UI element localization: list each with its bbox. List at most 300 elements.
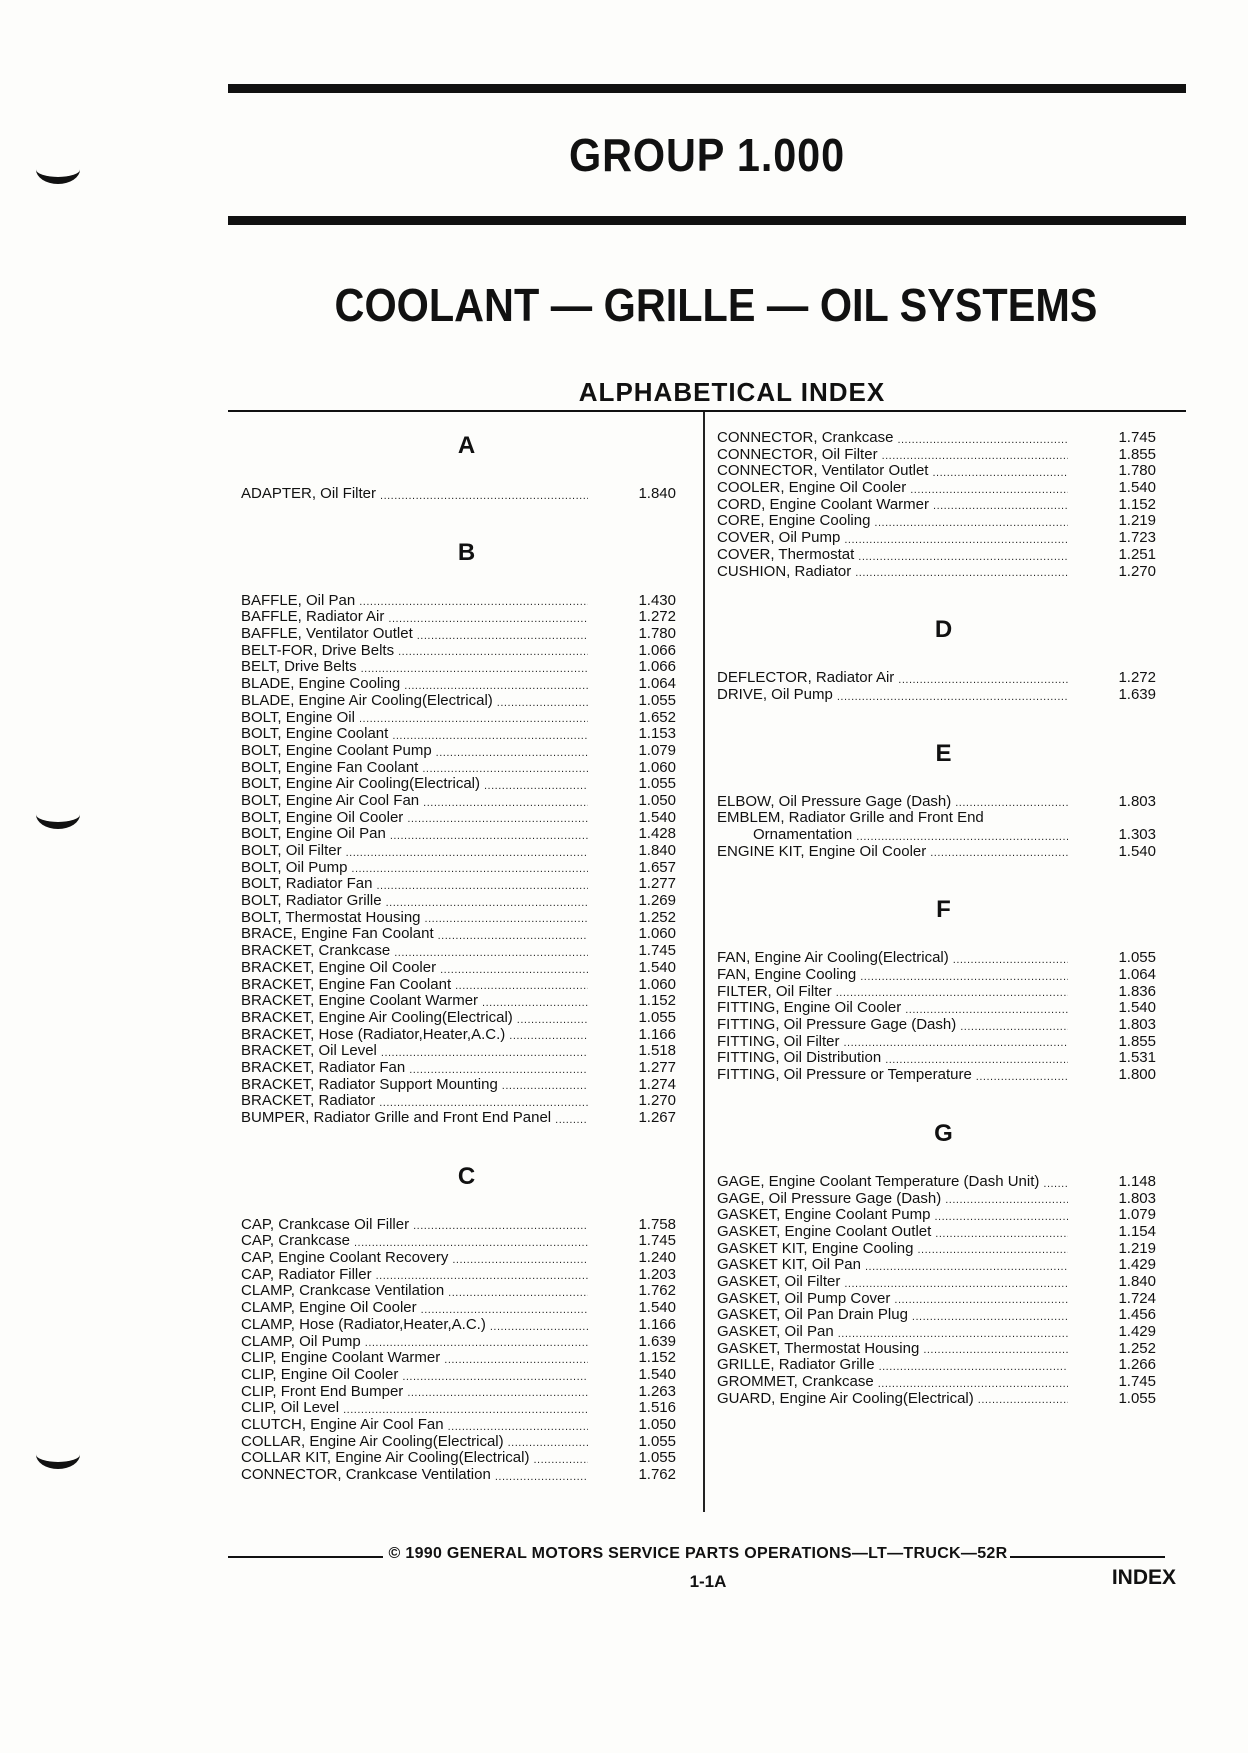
entry-page-ref: 1.855 xyxy=(1118,1032,1156,1050)
dot-leader xyxy=(448,1286,588,1300)
entry-name: CLIP, Oil Level xyxy=(241,1400,340,1417)
entry-name-wrap xyxy=(241,593,592,610)
entry-page-ref: 1.055 xyxy=(638,1008,676,1026)
entry-name-wrap xyxy=(717,1391,1072,1408)
index-entry xyxy=(717,1391,1170,1408)
dot-leader xyxy=(484,779,588,793)
index-entry xyxy=(241,726,692,743)
section-gap xyxy=(717,704,1170,738)
index-entry xyxy=(241,1450,692,1467)
entry-name: CORD, Engine Coolant Warmer xyxy=(717,496,930,513)
index-entry xyxy=(241,1367,692,1384)
entry-name-wrap xyxy=(241,760,592,777)
entry-name-wrap xyxy=(241,1077,592,1094)
entry-name: BRACKET, Engine Oil Cooler xyxy=(241,959,437,976)
footer-page-number: 1-1A xyxy=(689,1572,727,1591)
entry-name: CLAMP, Engine Oil Cooler xyxy=(241,1300,417,1317)
dot-leader xyxy=(933,499,1068,513)
entry-page-ref: 1.154 xyxy=(1118,1222,1156,1240)
entry-name: CAP, Engine Coolant Recovery xyxy=(241,1250,449,1267)
index-entry xyxy=(717,1307,1170,1324)
index-entry xyxy=(241,893,692,910)
entry-name: BRACKET, Engine Coolant Warmer xyxy=(241,993,479,1010)
dot-leader xyxy=(490,1320,588,1334)
index-entry xyxy=(241,960,692,977)
index-entry xyxy=(717,1274,1170,1291)
entry-name-wrap xyxy=(717,1291,1072,1308)
dot-leader xyxy=(407,1386,588,1400)
index-entry xyxy=(717,463,1170,480)
dot-leader xyxy=(910,483,1068,497)
entry-name-wrap xyxy=(717,967,1072,984)
entry-name-wrap xyxy=(717,844,1072,861)
dot-leader xyxy=(409,1063,588,1077)
entry-page-ref: 1.252 xyxy=(1118,1339,1156,1357)
index-column-right xyxy=(717,430,1170,1407)
section-gap xyxy=(717,580,1170,614)
dot-leader xyxy=(533,1453,588,1467)
entry-name: GASKET KIT, Oil Pan xyxy=(717,1257,861,1274)
entry-name-wrap xyxy=(241,776,592,793)
entry-name: EMBLEM, Radiator Grille and Front End xyxy=(717,810,984,827)
entry-page-ref: 1.240 xyxy=(638,1249,676,1267)
entry-name-wrap xyxy=(717,1324,1072,1341)
entry-name: BOLT, Radiator Grille xyxy=(241,893,382,910)
index-entry xyxy=(717,1374,1170,1391)
dot-leader xyxy=(838,1327,1068,1341)
entry-name-wrap xyxy=(241,1250,592,1267)
entry-name: COVER, Thermostat xyxy=(717,546,855,563)
entry-name: BOLT, Oil Filter xyxy=(241,843,342,859)
entry-page-ref: 1.762 xyxy=(638,1466,676,1483)
dot-leader xyxy=(407,812,588,826)
entry-page-ref: 1.652 xyxy=(638,708,676,726)
index-entry xyxy=(241,876,692,893)
index-entry xyxy=(241,1250,692,1267)
index-entry xyxy=(717,530,1170,547)
index-entry xyxy=(241,593,692,610)
dot-leader xyxy=(879,1360,1068,1374)
index-entry xyxy=(241,977,692,994)
entry-name-wrap xyxy=(241,1417,592,1434)
entry-name-wrap xyxy=(241,810,592,827)
entry-name-wrap xyxy=(717,670,1072,687)
entry-name: BRACE, Engine Fan Coolant xyxy=(241,926,434,943)
entry-name: BOLT, Radiator Fan xyxy=(241,876,373,893)
entry-name: CLIP, Front End Bumper xyxy=(241,1383,404,1400)
section-gap xyxy=(717,1084,1170,1118)
dot-leader xyxy=(482,996,588,1010)
dot-leader xyxy=(844,1277,1068,1291)
entry-name: GAGE, Oil Pressure Gage (Dash) xyxy=(717,1190,942,1207)
entry-page-ref: 1.516 xyxy=(638,1399,676,1417)
entry-name-wrap xyxy=(717,463,1072,480)
dot-leader xyxy=(882,449,1068,463)
entry-name-wrap xyxy=(241,843,592,860)
dot-leader xyxy=(413,1219,588,1233)
entry-name: GASKET KIT, Engine Cooling xyxy=(717,1240,914,1257)
entry-page-ref: 1.429 xyxy=(1118,1256,1156,1274)
entry-name-wrap xyxy=(241,1043,592,1060)
dot-leader xyxy=(392,729,588,743)
dot-leader xyxy=(351,862,588,876)
entry-page-ref: 1.639 xyxy=(638,1332,676,1350)
entry-page-ref: 1.724 xyxy=(1118,1289,1156,1307)
entry-name-wrap xyxy=(717,1207,1072,1224)
entry-name: BELT, Drive Belts xyxy=(241,659,357,676)
index-entry xyxy=(241,760,692,777)
entry-name: CLAMP, Oil Pump xyxy=(241,1333,361,1350)
index-entry xyxy=(717,1017,1170,1034)
dot-leader xyxy=(897,433,1068,447)
heading-gap xyxy=(717,770,1170,794)
dot-leader xyxy=(508,1436,588,1450)
dot-leader xyxy=(376,1269,588,1283)
entry-page-ref: 1.219 xyxy=(1118,1239,1156,1257)
dot-leader xyxy=(444,1353,588,1367)
entry-name-wrap xyxy=(241,1434,592,1451)
entry-name: GASKET, Oil Filter xyxy=(717,1273,841,1290)
entry-name-wrap xyxy=(241,1334,592,1351)
entry-name: BLADE, Engine Air Cooling(Electrical) xyxy=(241,692,493,709)
index-entry xyxy=(241,943,692,960)
entry-name: COLLAR, Engine Air Cooling(Electrical) xyxy=(241,1433,504,1450)
index-entry xyxy=(241,993,692,1010)
entry-name-wrap xyxy=(241,626,592,643)
entry-name: CONNECTOR, Ventilator Outlet xyxy=(717,463,929,480)
dot-leader xyxy=(361,662,588,676)
entry-name: Ornamentation xyxy=(753,826,853,843)
entry-page-ref: 1.540 xyxy=(638,1299,676,1317)
entry-name-wrap xyxy=(717,950,1072,967)
footer-copyright: © 1990 GENERAL MOTORS SERVICE PARTS OPERATIONS—LT—TRUCK—52R xyxy=(388,1545,1008,1562)
entry-name-wrap xyxy=(717,687,1072,704)
dot-leader xyxy=(898,673,1068,687)
entry-page-ref: 1.152 xyxy=(638,1349,676,1367)
entry-page-ref: 1.269 xyxy=(638,892,676,910)
dot-leader xyxy=(422,762,588,776)
dot-leader xyxy=(380,489,588,503)
dot-leader xyxy=(1043,1177,1068,1191)
entry-name: FILTER, Oil Filter xyxy=(717,983,832,1000)
entry-name-wrap xyxy=(717,497,1072,514)
entry-page-ref: 1.428 xyxy=(638,825,676,843)
index-entry xyxy=(717,670,1170,687)
index-entry xyxy=(241,1467,692,1484)
entry-name: BOLT, Engine Air Cooling(Electrical) xyxy=(241,776,480,793)
index-entry xyxy=(241,676,692,693)
entry-page-ref: 1.266 xyxy=(1118,1356,1156,1374)
letter-heading: E xyxy=(935,739,952,767)
dot-leader xyxy=(856,830,1068,844)
group-rule xyxy=(228,216,1186,225)
entry-page-ref: 1.540 xyxy=(638,958,676,976)
heading-gap xyxy=(241,1193,692,1217)
heading-gap xyxy=(717,926,1170,950)
index-entry xyxy=(241,1077,692,1094)
section-gap xyxy=(241,1127,692,1161)
entry-name: BAFFLE, Oil Pan xyxy=(241,592,356,609)
entry-name: CLIP, Engine Coolant Warmer xyxy=(241,1350,441,1367)
index-entry xyxy=(717,1207,1170,1224)
entry-name: ELBOW, Oil Pressure Gage (Dash) xyxy=(717,793,952,810)
entry-page-ref: 1.050 xyxy=(638,1415,676,1433)
letter-heading: A xyxy=(457,432,476,459)
binder-punch-mark xyxy=(36,1440,80,1469)
entry-page-ref: 1.263 xyxy=(638,1382,676,1400)
entry-name: FITTING, Engine Oil Cooler xyxy=(717,1000,902,1017)
dot-leader xyxy=(517,1013,588,1027)
heading-gap xyxy=(717,646,1170,670)
index-entry xyxy=(717,687,1170,704)
entry-name: ADAPTER, Oil Filter xyxy=(241,486,377,502)
top-rule xyxy=(228,84,1186,93)
entry-page-ref: 1.152 xyxy=(638,992,676,1010)
entry-page-ref: 1.055 xyxy=(638,1449,676,1467)
entry-name-wrap xyxy=(717,1241,1072,1258)
entry-name-wrap xyxy=(241,1233,592,1250)
entry-name-wrap xyxy=(241,1367,592,1384)
entry-page-ref: 1.050 xyxy=(638,791,676,809)
entry-page-ref: 1.055 xyxy=(1118,949,1156,967)
dot-leader xyxy=(404,679,588,693)
index-entry xyxy=(717,547,1170,564)
index-entry xyxy=(241,1317,692,1334)
index-entry xyxy=(717,1224,1170,1241)
entry-name-wrap xyxy=(241,710,592,727)
heading-gap xyxy=(241,569,692,593)
entry-page-ref: 1.272 xyxy=(1118,669,1156,687)
entry-name: CAP, Radiator Filler xyxy=(241,1266,372,1283)
section-title: COOLANT — GRILLE — OIL SYSTEMS xyxy=(334,279,1098,331)
index-entry xyxy=(241,659,692,676)
entry-name-wrap xyxy=(717,1224,1072,1241)
entry-page-ref: 1.639 xyxy=(1118,685,1156,703)
entry-page-ref: 1.429 xyxy=(1118,1323,1156,1340)
index-entry xyxy=(717,1257,1170,1274)
entry-name: BRACKET, Engine Air Cooling(Electrical) xyxy=(241,1009,513,1026)
index-rule xyxy=(228,410,1186,412)
index-entry xyxy=(717,1324,1170,1341)
entry-page-ref: 1.166 xyxy=(638,1315,676,1333)
index-entry xyxy=(717,1241,1170,1258)
index-entry xyxy=(241,776,692,793)
entry-page-ref: 1.762 xyxy=(638,1282,676,1300)
dot-leader xyxy=(978,1393,1068,1407)
dot-leader xyxy=(855,566,1068,580)
entry-name: GRILLE, Radiator Grille xyxy=(717,1357,875,1374)
entry-name: BOLT, Engine Oil Pan xyxy=(241,826,386,843)
entry-page-ref: 1.079 xyxy=(1118,1206,1156,1224)
entry-name: GASKET, Thermostat Housing xyxy=(717,1340,920,1357)
entry-name-wrap xyxy=(241,1217,592,1234)
entry-page-ref: 1.540 xyxy=(1118,842,1156,860)
index-entry xyxy=(717,1357,1170,1374)
entry-name: BOLT, Engine Air Cool Fan xyxy=(241,792,420,809)
entry-name-wrap xyxy=(241,860,592,877)
entry-name: BOLT, Engine Coolant xyxy=(241,726,389,743)
index-entry xyxy=(241,1400,692,1417)
entry-name-wrap xyxy=(717,794,1072,811)
entry-page-ref: 1.066 xyxy=(638,641,676,659)
entry-name: CORE, Engine Cooling xyxy=(717,513,871,530)
dot-leader xyxy=(455,979,588,993)
entry-page-ref: 1.277 xyxy=(638,875,676,893)
dot-leader xyxy=(858,550,1068,564)
entry-name: BOLT, Engine Oil xyxy=(241,709,355,726)
index-entry xyxy=(241,793,692,810)
footer-rule-left xyxy=(228,1556,383,1558)
entry-page-ref: 1.251 xyxy=(1118,545,1156,563)
entry-name: BRACKET, Radiator Fan xyxy=(241,1059,406,1076)
index-entry xyxy=(241,1267,692,1284)
dot-leader xyxy=(394,946,588,960)
entry-page-ref: 1.456 xyxy=(1118,1306,1156,1324)
entry-name: GASKET, Engine Coolant Pump xyxy=(717,1207,931,1224)
entry-page-ref: 1.803 xyxy=(1118,1016,1156,1034)
entry-name: BOLT, Thermostat Housing xyxy=(241,909,421,926)
dot-leader xyxy=(934,1210,1068,1224)
binder-punch-mark xyxy=(36,800,80,829)
index-entry xyxy=(241,1350,692,1367)
footer-rule-right xyxy=(1010,1556,1165,1558)
entry-name: GASKET, Engine Coolant Outlet xyxy=(717,1223,932,1240)
dot-leader xyxy=(878,1377,1068,1391)
entry-name: CAP, Crankcase xyxy=(241,1233,350,1250)
entry-name-wrap xyxy=(717,1374,1072,1391)
entry-name: CONNECTOR, Crankcase xyxy=(717,430,894,446)
entry-name-wrap xyxy=(717,827,1072,844)
entry-page-ref: 1.079 xyxy=(638,741,676,759)
entry-page-ref: 1.055 xyxy=(638,691,676,709)
dot-leader xyxy=(417,629,588,643)
entry-page-ref: 1.840 xyxy=(638,842,676,859)
entry-name: BLADE, Engine Cooling xyxy=(241,676,401,693)
entry-name-wrap xyxy=(241,1093,592,1110)
dot-leader xyxy=(343,1403,588,1417)
entry-page-ref: 1.219 xyxy=(1118,512,1156,530)
entry-name: GASKET, Oil Pan Drain Plug xyxy=(717,1307,908,1324)
entry-name-wrap xyxy=(241,1450,592,1467)
entry-name-wrap xyxy=(241,1467,592,1484)
dot-leader xyxy=(960,1020,1068,1034)
index-entry xyxy=(241,693,692,710)
entry-page-ref: 1.836 xyxy=(1118,982,1156,1000)
dot-leader xyxy=(955,796,1068,810)
entry-page-ref: 1.800 xyxy=(1118,1066,1156,1084)
index-entry xyxy=(717,1174,1170,1191)
entry-name: BAFFLE, Ventilator Outlet xyxy=(241,626,413,643)
entry-name: BRACKET, Engine Fan Coolant xyxy=(241,976,452,993)
entry-name-wrap xyxy=(241,1300,592,1317)
entry-page-ref: 1.274 xyxy=(638,1075,676,1093)
entry-name: DEFLECTOR, Radiator Air xyxy=(717,670,895,687)
index-entry xyxy=(717,480,1170,497)
entry-name: ENGINE KIT, Engine Oil Cooler xyxy=(717,843,927,860)
entry-page-ref: 1.303 xyxy=(1118,825,1156,843)
dot-leader xyxy=(438,929,588,943)
entry-name-wrap xyxy=(717,430,1072,447)
index-entry xyxy=(241,926,692,943)
entry-page-ref: 1.780 xyxy=(1118,462,1156,480)
dot-leader xyxy=(421,1303,588,1317)
dot-leader xyxy=(388,612,588,626)
dot-leader xyxy=(844,533,1068,547)
entry-name-wrap xyxy=(241,943,592,960)
entry-name-wrap xyxy=(717,1357,1072,1374)
dot-leader xyxy=(452,1253,588,1267)
entry-name-wrap xyxy=(717,1257,1072,1274)
dot-leader xyxy=(495,1470,588,1484)
index-entry xyxy=(717,1341,1170,1358)
entry-name: CUSHION, Radiator xyxy=(717,563,852,580)
entry-name: CLAMP, Hose (Radiator,Heater,A.C.) xyxy=(241,1316,486,1333)
entry-name: CLIP, Engine Oil Cooler xyxy=(241,1366,399,1383)
entry-name-wrap xyxy=(241,743,592,760)
dot-leader xyxy=(502,1079,588,1093)
entry-page-ref: 1.270 xyxy=(638,1092,676,1110)
entry-name-wrap xyxy=(717,480,1072,497)
entry-name: BRACKET, Crankcase xyxy=(241,943,391,960)
entry-name: BRACKET, Radiator xyxy=(241,1093,376,1110)
entry-page-ref: 1.166 xyxy=(638,1025,676,1043)
entry-name-wrap xyxy=(241,1283,592,1300)
entry-name-wrap xyxy=(241,826,592,843)
entry-name-wrap xyxy=(241,993,592,1010)
index-entry xyxy=(241,1384,692,1401)
binder-punch-mark xyxy=(36,155,80,184)
index-entry xyxy=(717,1034,1170,1051)
entry-name-wrap xyxy=(717,447,1072,464)
entry-name: GUARD, Engine Air Cooling(Electrical) xyxy=(717,1390,974,1407)
index-column-left xyxy=(241,430,692,1484)
index-entry xyxy=(241,1283,692,1300)
entry-name: CONNECTOR, Oil Filter xyxy=(717,446,878,463)
entry-name: FITTING, Oil Filter xyxy=(717,1033,840,1050)
entry-page-ref: 1.840 xyxy=(1118,1272,1156,1290)
entry-name: GROMMET, Crankcase xyxy=(717,1374,874,1391)
index-entry xyxy=(241,1093,692,1110)
dot-leader xyxy=(390,829,588,843)
dot-leader xyxy=(874,516,1068,530)
entry-page-ref: 1.430 xyxy=(638,591,676,609)
entry-page-ref: 1.540 xyxy=(638,808,676,826)
entry-page-ref: 1.055 xyxy=(638,1432,676,1450)
entry-name: GASKET, Oil Pan xyxy=(717,1324,834,1340)
entry-page-ref: 1.270 xyxy=(1118,562,1156,580)
index-entry xyxy=(241,1110,692,1127)
letter-heading: C xyxy=(457,1162,476,1190)
entry-name: FITTING, Oil Pressure or Temperature xyxy=(717,1067,972,1084)
entry-page-ref: 1.780 xyxy=(638,625,676,643)
index-entry xyxy=(241,826,692,843)
index-entry xyxy=(717,1050,1170,1067)
entry-name: BOLT, Oil Pump xyxy=(241,859,348,876)
entry-page-ref: 1.148 xyxy=(1118,1172,1156,1190)
entry-name: GAGE, Engine Coolant Temperature (Dash Unit) xyxy=(717,1173,1040,1190)
entry-page-ref: 1.540 xyxy=(638,1365,676,1383)
index-entry xyxy=(241,910,692,927)
index-entry xyxy=(241,486,692,503)
entry-page-ref: 1.518 xyxy=(638,1042,676,1060)
dot-leader xyxy=(865,1260,1068,1274)
entry-name-wrap xyxy=(717,1274,1072,1291)
entry-name-wrap xyxy=(241,659,592,676)
index-entry xyxy=(717,447,1170,464)
group-title: GROUP 1.000 xyxy=(568,129,846,181)
entry-page-ref: 1.055 xyxy=(638,775,676,793)
entry-name-wrap xyxy=(241,1110,592,1127)
